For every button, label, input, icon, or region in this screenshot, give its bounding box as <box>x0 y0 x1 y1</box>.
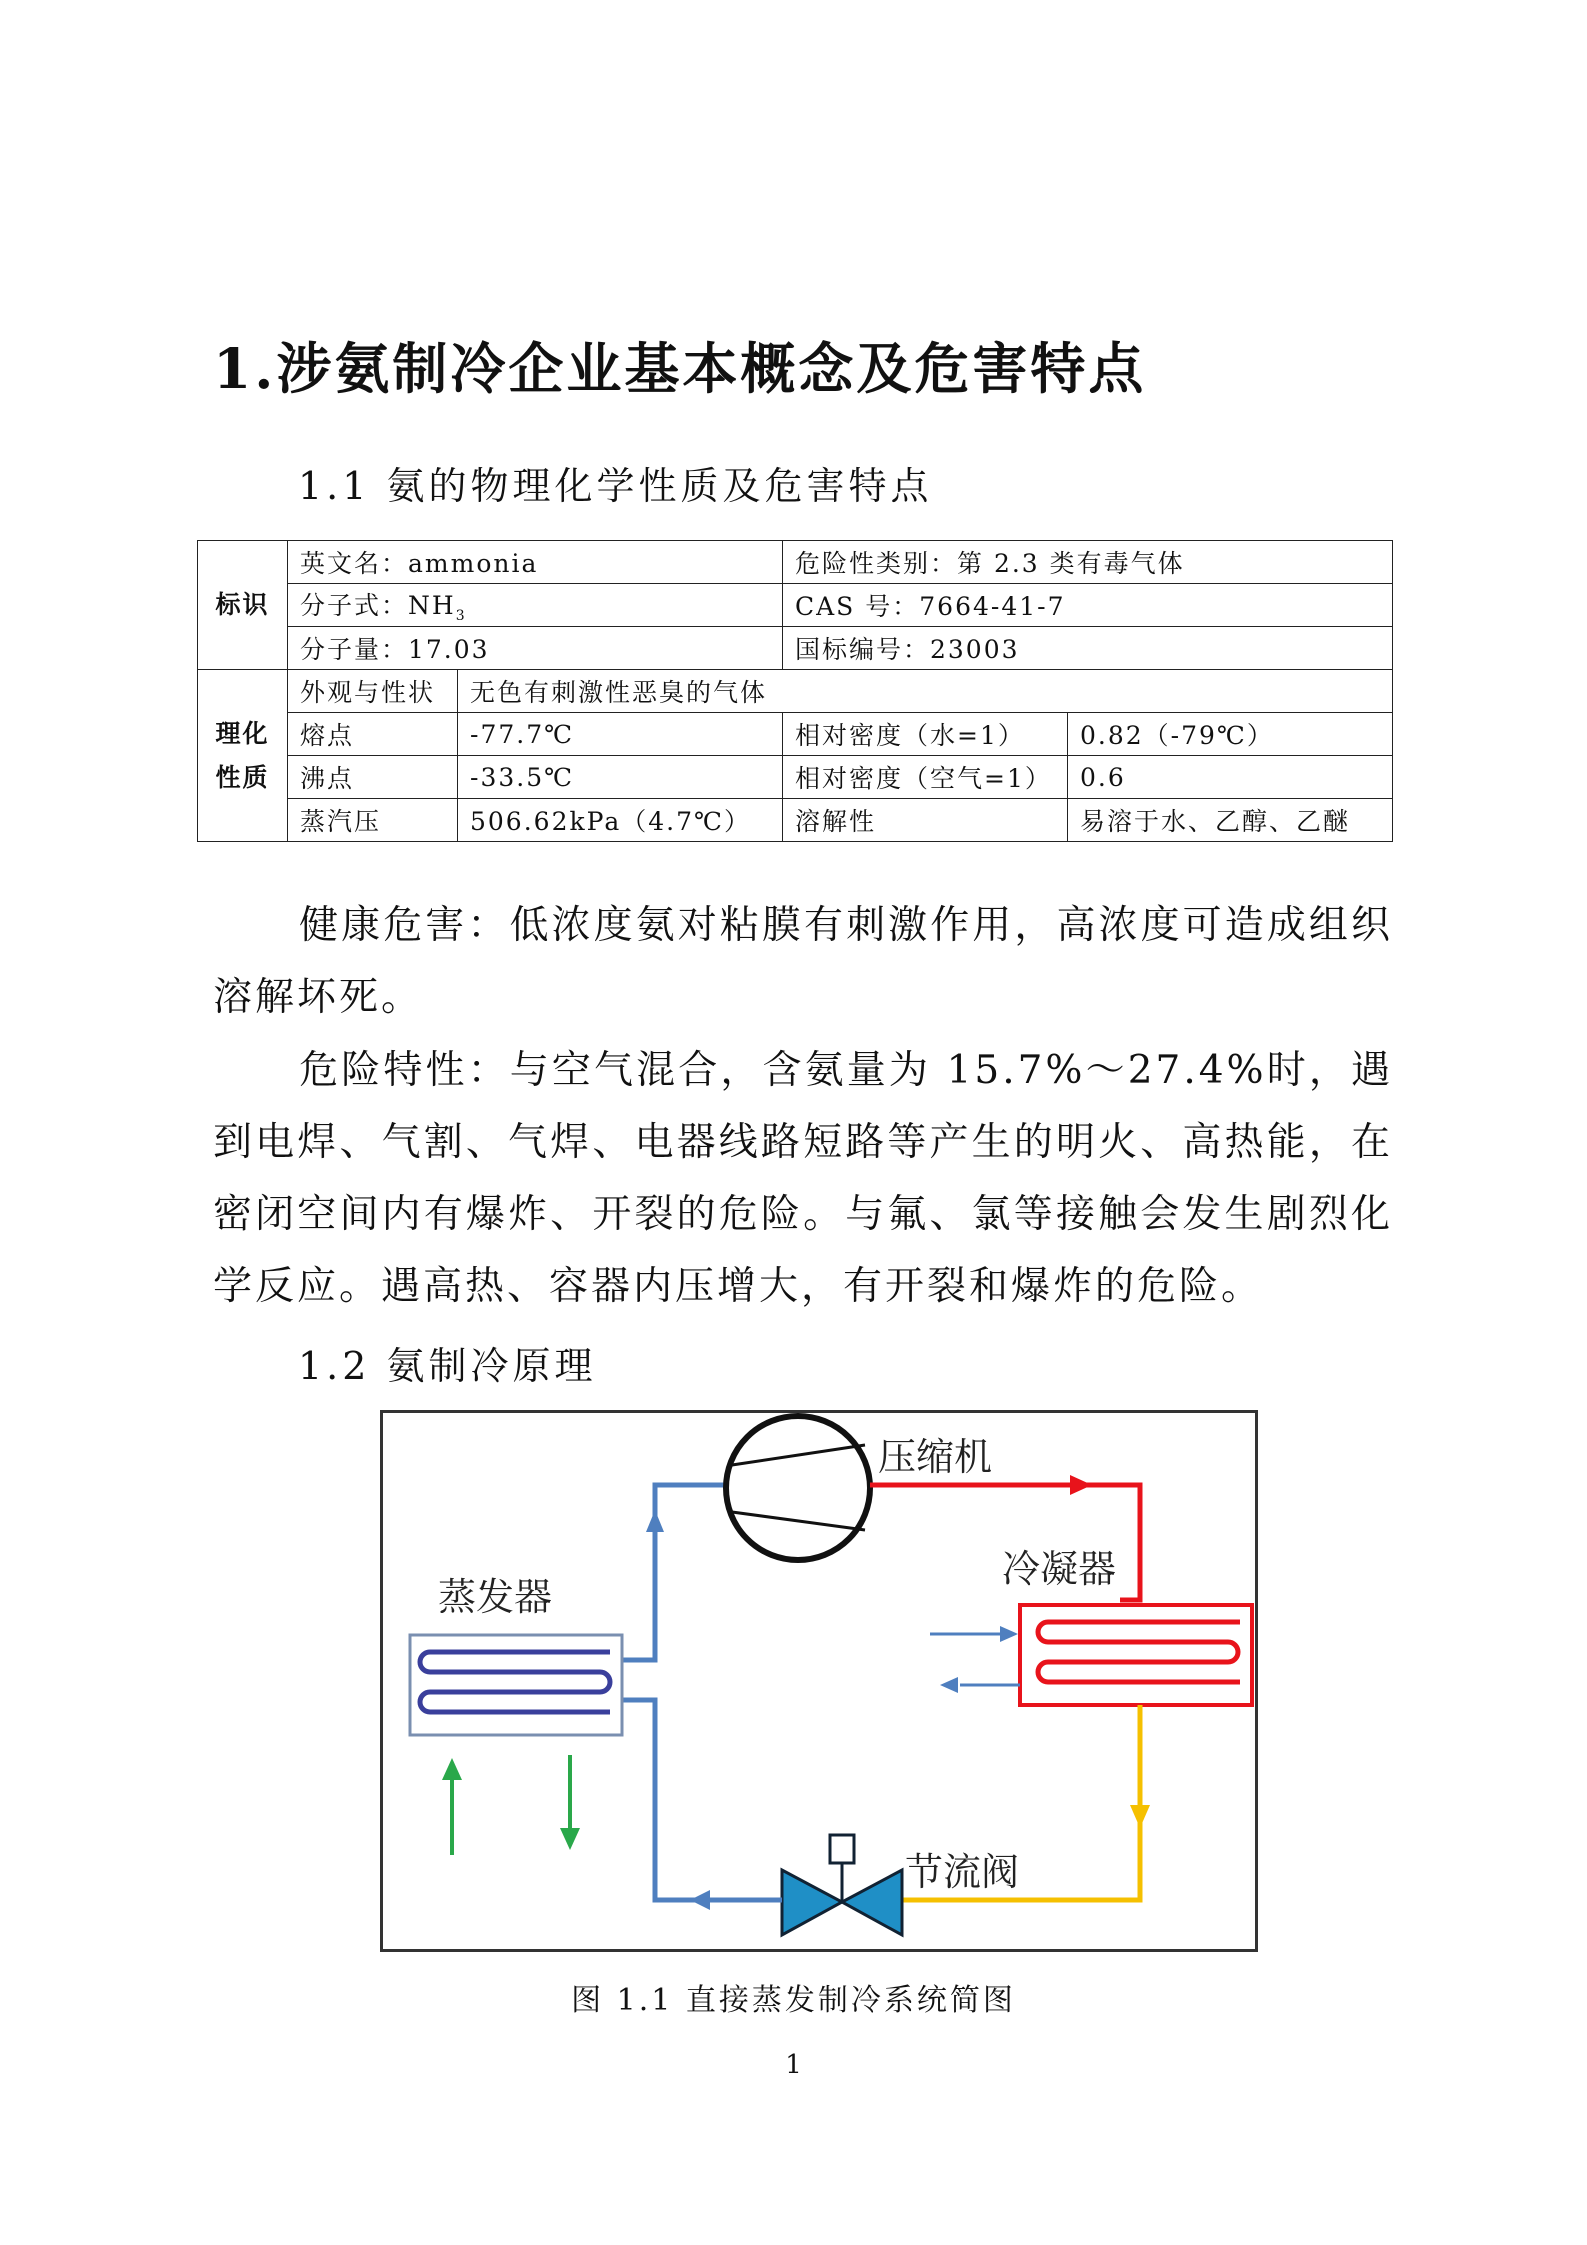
gb-code-cell: 国标编号：23003 <box>783 627 1393 670</box>
condenser-icon <box>1020 1605 1252 1705</box>
molecular-weight-cell: 分子量：17.03 <box>288 627 783 670</box>
relative-density-water-value: 0.82（-79℃） <box>1068 713 1393 756</box>
condenser-label: 冷凝器 <box>1002 1547 1117 1591</box>
throttle-valve-label: 节流阀 <box>905 1850 1020 1894</box>
physical-properties-label: 理化性质 <box>198 670 288 842</box>
hazard-characteristics-paragraph <box>213 1035 1393 1323</box>
ammonia-properties-table <box>197 540 1393 842</box>
page-number: 1 <box>785 2050 802 2080</box>
table-row <box>198 756 1393 799</box>
relative-density-air-value: 0.6 <box>1068 756 1393 799</box>
refrigeration-system-diagram <box>380 1410 1258 1952</box>
boiling-point-label: 沸点 <box>288 756 458 799</box>
compressor-label: 压缩机 <box>878 1435 993 1479</box>
table-row <box>198 713 1393 756</box>
evaporator-label: 蒸发器 <box>438 1575 553 1619</box>
identification-label: 标识 <box>198 541 288 670</box>
appearance-value: 无色有刺激性恶臭的气体 <box>458 670 1393 713</box>
evaporator-icon <box>410 1635 622 1735</box>
table-row <box>198 670 1393 713</box>
melting-point-label: 熔点 <box>288 713 458 756</box>
relative-density-air-label: 相对密度（空气=1） <box>783 756 1068 799</box>
solubility-label: 溶解性 <box>783 799 1068 842</box>
health-hazard-paragraph <box>213 890 1393 1034</box>
formula-subscript: 3 <box>455 608 467 624</box>
compressor-icon <box>726 1416 870 1560</box>
hazard-characteristics-text: 危险特性：与空气混合，含氨量为 15.7%～27.4%时，遇到电焊、气割、气焊、电器线路短路等产生的明火、高热能，在密闭空间内有爆炸、开裂的危险。与氟、氯等接触会发生剧烈化学反应。遇高热、容器内压增大，有开裂和爆炸的危险。 <box>213 1048 1393 1309</box>
formula-text: 分子式：NH <box>300 591 456 620</box>
section-heading-1-2: 1.2 氨制冷原理 <box>298 1344 597 1388</box>
table-row <box>198 627 1393 670</box>
section-heading-1-1: 1.1 氨的物理化学性质及危害特点 <box>298 464 933 508</box>
appearance-label: 外观与性状 <box>288 670 458 713</box>
formula-cell <box>288 584 783 627</box>
figure-caption: 图 1.1 直接蒸发制冷系统简图 <box>571 1983 1016 2018</box>
vapor-pressure-label: 蒸汽压 <box>288 799 458 842</box>
boiling-point-value: -33.5℃ <box>458 756 783 799</box>
table-row <box>198 799 1393 842</box>
hazard-class-cell: 危险性类别：第 2.3 类有毒气体 <box>783 541 1393 584</box>
table-row <box>198 584 1393 627</box>
relative-density-water-label: 相对密度（水=1） <box>783 713 1068 756</box>
melting-point-value: -77.7℃ <box>458 713 783 756</box>
table-row <box>198 541 1393 584</box>
health-hazard-text: 健康危害：低浓度氨对粘膜有刺激作用，高浓度可造成组织溶解坏死。 <box>213 903 1393 1020</box>
cas-cell: CAS 号：7664-41-7 <box>783 584 1393 627</box>
solubility-value: 易溶于水、乙醇、乙醚 <box>1068 799 1393 842</box>
page-title: 1.涉氨制冷企业基本概念及危害特点 <box>213 336 1147 401</box>
english-name-cell: 英文名：ammonia <box>288 541 783 584</box>
vapor-pressure-value: 506.62kPa（4.7℃） <box>458 799 783 842</box>
